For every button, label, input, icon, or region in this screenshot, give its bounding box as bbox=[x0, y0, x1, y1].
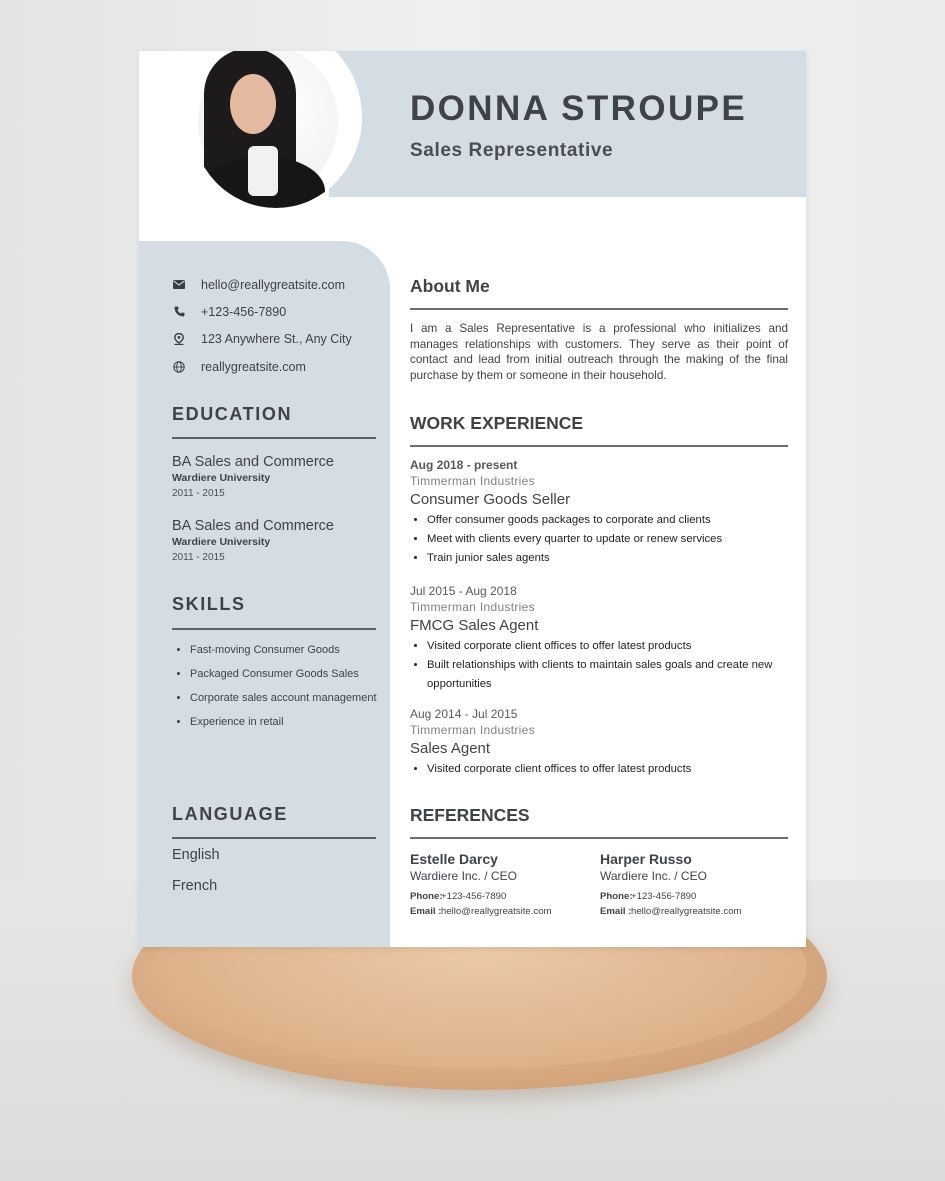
about-heading: About Me bbox=[410, 276, 490, 296]
reference-phone-value: +123-456-7890 bbox=[631, 891, 697, 902]
location-pin-icon bbox=[172, 332, 186, 346]
contact-list bbox=[172, 271, 352, 380]
job-duty: • Meet with clients every quarter to update or renew services bbox=[427, 530, 788, 549]
about-text: I am a Sales Representative is a professional who initializes and manages relationships with customers. They serve as their point of contact and lead from initial outreach through the making of the final purchase by them or someone in their household. bbox=[410, 322, 788, 382]
reference-name: Harper Russo bbox=[600, 851, 692, 867]
reference-email-value[interactable]: hello@reallygreatsite.com bbox=[631, 906, 742, 917]
skills-list bbox=[172, 638, 395, 734]
full-name: DONNA STROUPE bbox=[410, 89, 748, 128]
resume-page bbox=[139, 51, 806, 947]
education-degree: BA Sales and Commerce bbox=[172, 454, 334, 470]
reference-email bbox=[410, 904, 595, 919]
contact-phone-text: +123-456-7890 bbox=[201, 304, 287, 319]
job-company: Timmerman Industries bbox=[410, 600, 535, 614]
contact-address-text: 123 Anywhere St., Any City bbox=[201, 332, 352, 347]
reference-position: Wardiere Inc. / CEO bbox=[600, 869, 707, 883]
contact-email[interactable] bbox=[172, 271, 352, 298]
job-dates: Aug 2018 - present bbox=[410, 458, 518, 472]
email-label: Email : bbox=[410, 906, 442, 917]
globe-icon bbox=[172, 360, 186, 374]
job-duty: • Visited corporate client offices to offer latest products bbox=[427, 637, 788, 656]
job-title: Sales Representative bbox=[410, 140, 614, 161]
phone-label: Phone: bbox=[410, 891, 443, 902]
language-item: English bbox=[172, 847, 220, 863]
contact-phone[interactable] bbox=[172, 298, 352, 325]
phone-label: Phone: bbox=[600, 891, 633, 902]
reference-position: Wardiere Inc. / CEO bbox=[410, 869, 517, 883]
skills-heading: SKILLS bbox=[172, 594, 246, 614]
education-item bbox=[172, 453, 334, 501]
phone-icon bbox=[172, 305, 186, 319]
contact-email-text: hello@reallygreatsite.com bbox=[201, 277, 346, 292]
education-school: Wardiere University bbox=[172, 536, 271, 548]
skill-item: • Corporate sales account management bbox=[190, 686, 395, 710]
skill-item: • Packaged Consumer Goods Sales bbox=[190, 662, 395, 686]
reference-email bbox=[600, 904, 785, 919]
skill-item: • Fast-moving Consumer Goods bbox=[190, 638, 395, 662]
language-heading: LANGUAGE bbox=[172, 804, 288, 824]
job-entry bbox=[410, 583, 788, 694]
language-item: French bbox=[172, 878, 218, 894]
contact-website-text: reallygreatsite.com bbox=[201, 359, 306, 374]
reference-card bbox=[410, 850, 595, 919]
job-duty: • Offer consumer goods packages to corporate and clients bbox=[427, 511, 788, 530]
job-entry bbox=[410, 457, 788, 568]
education-heading: EDUCATION bbox=[172, 404, 293, 424]
contact-website[interactable] bbox=[172, 353, 352, 380]
job-duties bbox=[410, 760, 788, 779]
about-divider bbox=[410, 308, 788, 310]
job-duty: • Built relationships with clients to maintain sales goals and create new opportunities bbox=[427, 656, 788, 694]
job-duties bbox=[410, 511, 788, 568]
skill-item: • Experience in retail bbox=[190, 710, 395, 734]
job-dates: Jul 2015 - Aug 2018 bbox=[410, 584, 517, 598]
work-divider bbox=[410, 445, 788, 447]
job-duty: • Train junior sales agents bbox=[427, 549, 788, 568]
language-list bbox=[172, 840, 220, 902]
job-company: Timmerman Industries bbox=[410, 474, 535, 488]
skills-divider bbox=[172, 628, 376, 630]
education-years: 2011 - 2015 bbox=[172, 488, 225, 499]
reference-name: Estelle Darcy bbox=[410, 851, 498, 867]
job-dates: Aug 2014 - Jul 2015 bbox=[410, 707, 518, 721]
job-role: Consumer Goods Seller bbox=[410, 491, 571, 508]
reference-phone-value: +123-456-7890 bbox=[441, 891, 507, 902]
sidebar bbox=[139, 241, 390, 947]
job-role: FMCG Sales Agent bbox=[410, 617, 539, 634]
education-item bbox=[172, 517, 334, 565]
references-divider bbox=[410, 837, 788, 839]
email-label: Email : bbox=[600, 906, 632, 917]
references-heading: REFERENCES bbox=[410, 805, 530, 825]
envelope-icon bbox=[172, 278, 186, 292]
job-company: Timmerman Industries bbox=[410, 723, 535, 737]
job-duty: • Visited corporate client offices to offer latest products bbox=[427, 760, 788, 779]
work-heading: WORK EXPERIENCE bbox=[410, 413, 584, 433]
reference-phone bbox=[600, 889, 785, 904]
education-divider bbox=[172, 437, 376, 439]
education-degree: BA Sales and Commerce bbox=[172, 518, 334, 534]
job-entry bbox=[410, 706, 788, 779]
reference-phone bbox=[410, 889, 595, 904]
reference-card bbox=[600, 850, 785, 919]
contact-address bbox=[172, 326, 352, 353]
job-duties bbox=[410, 637, 788, 694]
education-school: Wardiere University bbox=[172, 472, 271, 484]
reference-email-value[interactable]: hello@reallygreatsite.com bbox=[441, 906, 552, 917]
job-role: Sales Agent bbox=[410, 740, 491, 757]
education-years: 2011 - 2015 bbox=[172, 552, 225, 563]
language-divider bbox=[172, 837, 376, 839]
